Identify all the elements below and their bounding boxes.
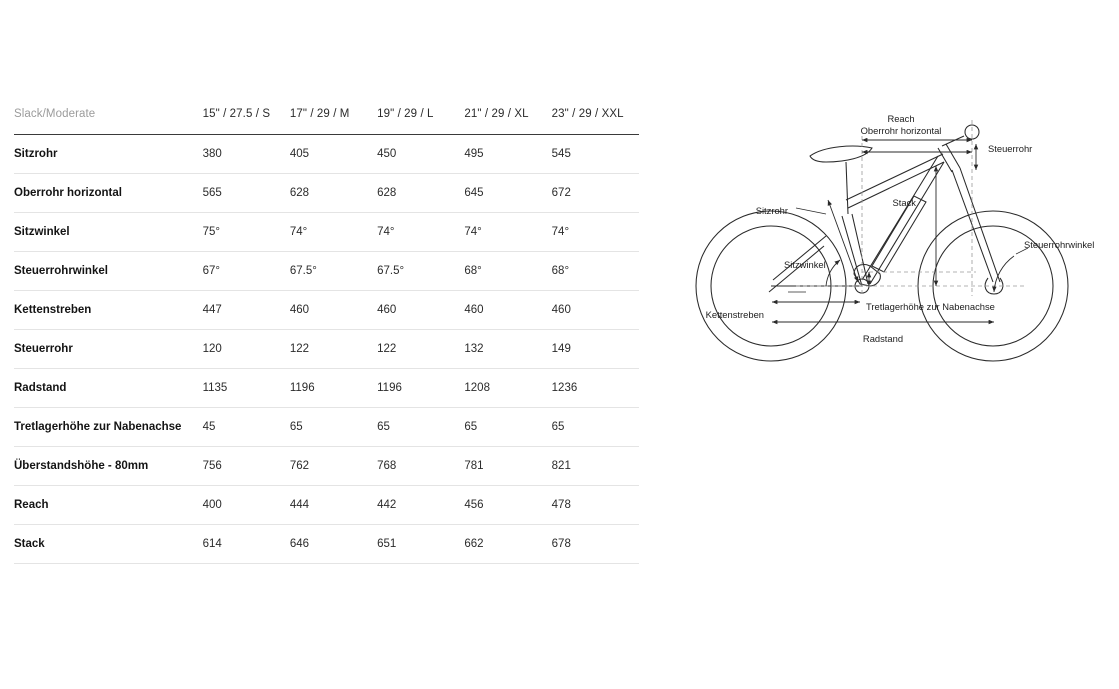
geometry-table-container bbox=[14, 108, 639, 564]
row-label: Überstandshöhe - 80mm bbox=[14, 447, 203, 486]
table-head bbox=[14, 108, 639, 135]
table-row bbox=[14, 174, 639, 213]
geometry-table bbox=[14, 108, 639, 564]
cell: 1196 bbox=[290, 369, 377, 408]
cell: 495 bbox=[464, 135, 551, 174]
cell: 74° bbox=[377, 213, 464, 252]
cell: 68° bbox=[464, 252, 551, 291]
cell: 67° bbox=[203, 252, 290, 291]
cell: 132 bbox=[464, 330, 551, 369]
cell: 460 bbox=[552, 291, 639, 330]
cell: 1135 bbox=[203, 369, 290, 408]
cell: 74° bbox=[464, 213, 551, 252]
label-oberrohr-horizontal: Oberrohr horizontal bbox=[860, 125, 942, 136]
cell: 149 bbox=[552, 330, 639, 369]
cell: 628 bbox=[290, 174, 377, 213]
column-header-size-4: 21" / 29 / XL bbox=[464, 108, 529, 120]
cell: 478 bbox=[552, 486, 639, 525]
cell: 444 bbox=[290, 486, 377, 525]
cell: 821 bbox=[552, 447, 639, 486]
cell: 662 bbox=[464, 525, 551, 564]
cell: 456 bbox=[464, 486, 551, 525]
table-header-row bbox=[14, 108, 639, 135]
cell: 68° bbox=[552, 252, 639, 291]
table-row bbox=[14, 408, 639, 447]
cell: 405 bbox=[290, 135, 377, 174]
table-row bbox=[14, 369, 639, 408]
column-header-size-5: 23" / 29 / XXL bbox=[551, 108, 624, 120]
cell: 450 bbox=[377, 135, 464, 174]
label-kettenstreben: Kettenstreben bbox=[705, 309, 764, 320]
cell: 45 bbox=[203, 408, 290, 447]
cell: 122 bbox=[290, 330, 377, 369]
row-label: Steuerrohr bbox=[14, 330, 203, 369]
cell: 447 bbox=[203, 291, 290, 330]
cell: 65 bbox=[552, 408, 639, 447]
diagram-labels bbox=[706, 113, 1095, 344]
label-stack: Stack bbox=[892, 197, 916, 208]
cell: 67.5° bbox=[290, 252, 377, 291]
table-row bbox=[14, 525, 639, 564]
row-label: Reach bbox=[14, 486, 203, 525]
cell: 460 bbox=[464, 291, 551, 330]
table-corner-label: Slack/Moderate bbox=[14, 108, 96, 120]
column-header-size-1: 15" / 27.5 / S bbox=[202, 108, 271, 120]
table-body bbox=[14, 135, 639, 564]
cell: 65 bbox=[290, 408, 377, 447]
cell: 400 bbox=[203, 486, 290, 525]
table-row bbox=[14, 135, 639, 174]
table-row bbox=[14, 252, 639, 291]
cell: 1236 bbox=[552, 369, 639, 408]
cell: 565 bbox=[203, 174, 290, 213]
cell: 1196 bbox=[377, 369, 464, 408]
table-row bbox=[14, 486, 639, 525]
label-radstand: Radstand bbox=[862, 333, 904, 344]
cell: 762 bbox=[290, 447, 377, 486]
cell: 756 bbox=[203, 447, 290, 486]
cell: 65 bbox=[464, 408, 551, 447]
table-row bbox=[14, 213, 639, 252]
row-label: Sitzrohr bbox=[14, 135, 203, 174]
cell: 651 bbox=[377, 525, 464, 564]
column-header-size-2: 17" / 29 / M bbox=[289, 108, 350, 120]
row-label: Kettenstreben bbox=[14, 291, 203, 330]
label-reach: Reach bbox=[887, 113, 915, 124]
column-header-size-3: 19" / 29 / L bbox=[377, 108, 434, 120]
cell: 460 bbox=[290, 291, 377, 330]
cell: 768 bbox=[377, 447, 464, 486]
table-row bbox=[14, 291, 639, 330]
label-steuerrohr: Steuerrohr bbox=[988, 143, 1033, 154]
label-sitzwinkel: Sitzwinkel bbox=[784, 259, 826, 270]
bike-diagram-svg bbox=[676, 96, 1106, 376]
table-row bbox=[14, 330, 639, 369]
cell: 380 bbox=[203, 135, 290, 174]
cell: 122 bbox=[377, 330, 464, 369]
cell: 75° bbox=[203, 213, 290, 252]
row-label: Oberrohr horizontal bbox=[14, 174, 203, 213]
cell: 74° bbox=[290, 213, 377, 252]
cell: 545 bbox=[552, 135, 639, 174]
label-steuerrohrwinkel: Steuerrohrwinkel bbox=[1024, 239, 1095, 250]
bike-outline bbox=[696, 125, 1068, 361]
cell: 74° bbox=[552, 213, 639, 252]
cell: 460 bbox=[377, 291, 464, 330]
cell: 67.5° bbox=[377, 252, 464, 291]
row-label: Tretlagerhöhe zur Nabenachse bbox=[14, 408, 203, 447]
row-label: Stack bbox=[14, 525, 203, 564]
row-label: Sitzwinkel bbox=[14, 213, 203, 252]
label-sitzrohr: Sitzrohr bbox=[755, 205, 788, 216]
cell: 120 bbox=[203, 330, 290, 369]
cell: 678 bbox=[552, 525, 639, 564]
row-label: Radstand bbox=[14, 369, 203, 408]
cell: 628 bbox=[377, 174, 464, 213]
cell: 1208 bbox=[464, 369, 551, 408]
cell: 646 bbox=[290, 525, 377, 564]
row-label: Steuerrohrwinkel bbox=[14, 252, 203, 291]
table-row bbox=[14, 447, 639, 486]
cell: 614 bbox=[203, 525, 290, 564]
cell: 672 bbox=[552, 174, 639, 213]
cell: 781 bbox=[464, 447, 551, 486]
cell: 65 bbox=[377, 408, 464, 447]
bike-geometry-diagram bbox=[676, 96, 1106, 376]
cell: 442 bbox=[377, 486, 464, 525]
label-tretlagerhoehe: Tretlagerhöhe zur Nabenachse bbox=[866, 301, 995, 312]
cell: 645 bbox=[464, 174, 551, 213]
